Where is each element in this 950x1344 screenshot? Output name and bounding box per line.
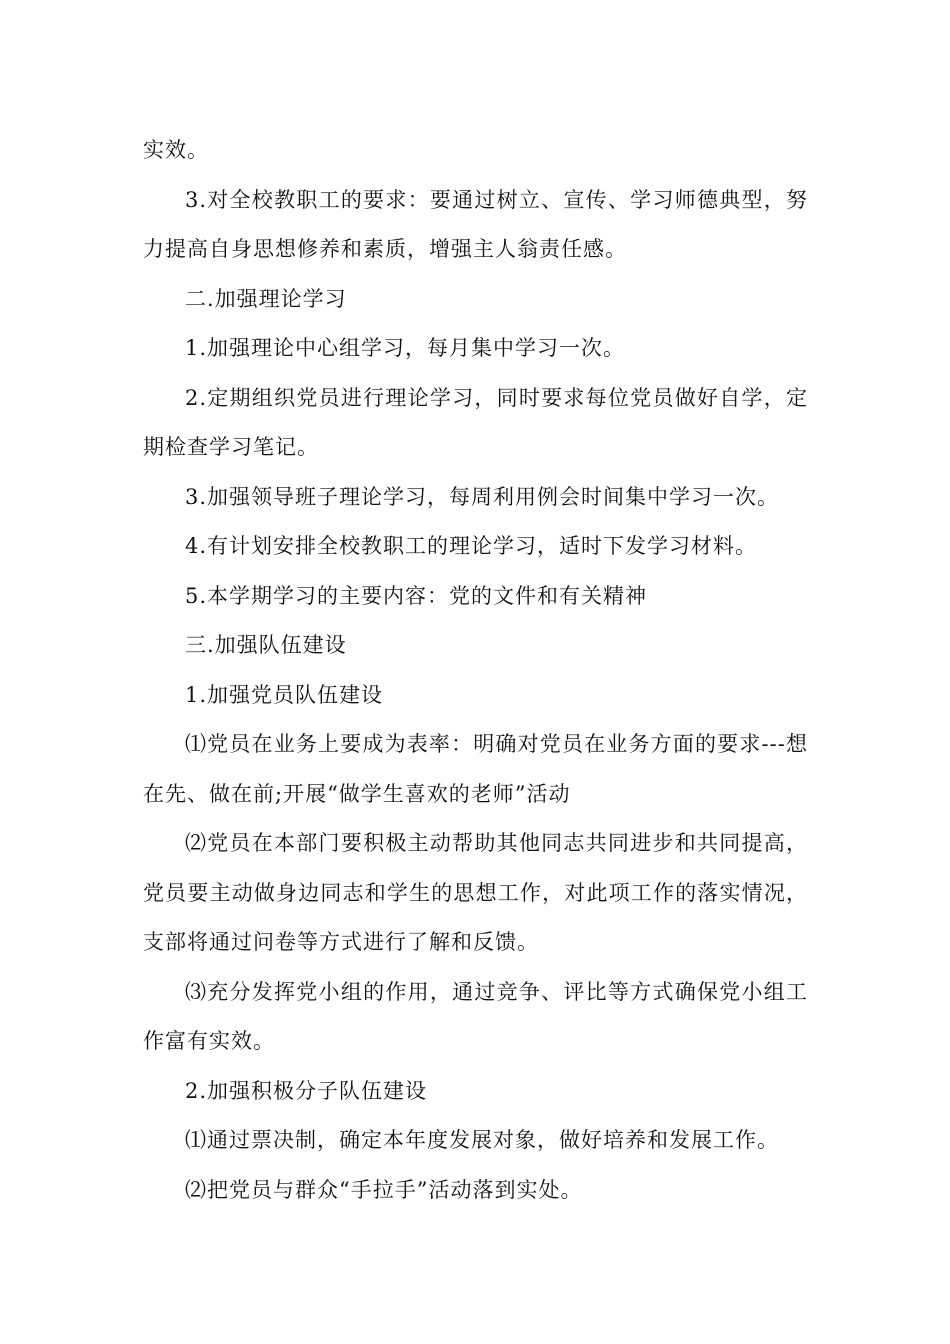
paragraph-activist-item-1: ⑴通过票决制，确定本年度发展对象，做好培养和发展工作。 (185, 1128, 779, 1152)
paragraph-theory-item-1: 1.加强理论中心组学习，每月集中学习一次。 (185, 336, 626, 360)
paragraph-continuation: 实效。 (143, 138, 209, 162)
paragraph-theory-item-2: 2.定期组织党员进行理论学习，同时要求每位党员做好自学，定期检查学习笔记。 (143, 385, 808, 459)
paragraph-theory-item-4: 4.有计划安排全校教职工的理论学习，适时下发学习材料。 (185, 534, 758, 558)
section-heading-team-building: 三.加强队伍建设 (185, 633, 347, 657)
paragraph-theory-item-5: 5.本学期学习的主要内容：党的文件和有关精神 (185, 583, 648, 608)
paragraph-member-item-1: ⑴党员在业务上要成为表率：明确对党员在业务方面的要求---想在先、做在前;开展“做学生喜欢的老师”活动 (143, 732, 808, 806)
paragraph-activist-item-2: ⑵把党员与群众“手拉手”活动落到实处。 (185, 1177, 583, 1202)
paragraph-member-item-2: ⑵党员在本部门要积极主动帮助其他同志共同进步和共同提高，党员要主动做身边同志和学生的思想工作，对此项工作的落实情况，支部将通过问卷等方式进行了解和反馈。 (143, 831, 808, 954)
document-body (143, 126, 808, 1215)
section-heading-theory-study: 二.加强理论学习 (185, 286, 347, 311)
subheading-activist-team: 2.加强积极分子队伍建设 (185, 1078, 428, 1103)
paragraph-staff-requirements: 3.对全校教职工的要求：要通过树立、宣传、学习师德典型，努力提高自身思想修养和素质，增强主人翁责任感。 (143, 187, 808, 261)
subheading-party-member-team: 1.加强党员队伍建设 (185, 682, 384, 707)
paragraph-theory-item-3: 3.加强领导班子理论学习，每周利用例会时间集中学习一次。 (185, 484, 780, 509)
paragraph-member-item-3: ⑶充分发挥党小组的作用，通过竞争、评比等方式确保党小组工作富有实效。 (143, 979, 808, 1053)
